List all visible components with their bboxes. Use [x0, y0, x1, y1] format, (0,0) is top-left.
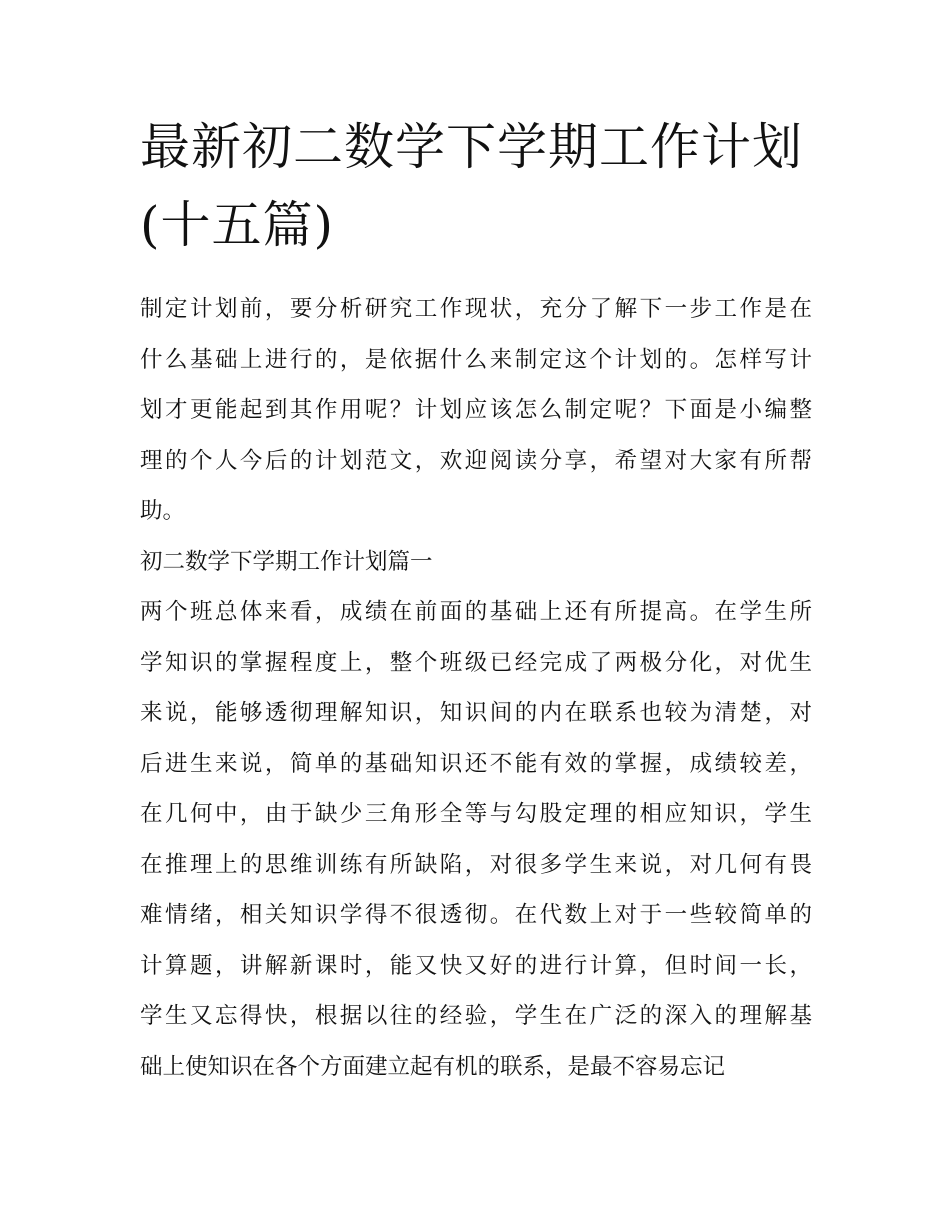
intro-line: 助。 — [140, 498, 186, 524]
document-page — [140, 108, 812, 1092]
section-line: 在几何中，由于缺少三角形全等与勾股定理的相应知识，学生 — [140, 801, 812, 827]
section-line: 学生又忘得快，根据以往的经验，学生在广泛的深入的理解基 — [140, 1003, 812, 1029]
section-line: 后进生来说，简单的基础知识还不能有效的掌握，成绩较差， — [140, 750, 812, 777]
intro-line: 划才更能起到其作用呢？计划应该怎么制定呢？下面是小编整 — [140, 397, 812, 423]
intro-line: 理的个人今后的计划范文，欢迎阅读分享，希望对大家有所帮 — [140, 447, 812, 474]
section-heading: 初二数学下学期工作计划篇一 — [140, 548, 433, 575]
title-line-1: 最新初二数学下学期工作计划 — [140, 118, 803, 176]
section-line: 来说，能够透彻理解知识，知识间的内在联系也较为清楚，对 — [140, 700, 812, 726]
intro-line: 制定计划前，要分析研究工作现状，充分了解下一步工作是在 — [140, 296, 812, 322]
section-line: 础上使知识在各个方面建立起有机的联系，是最不容易忘记 — [140, 1053, 726, 1080]
title-line-2: (十五篇) — [140, 196, 335, 254]
intro-line: 什么基础上进行的，是依据什么来制定这个计划的。怎样写计 — [140, 346, 812, 373]
document-title — [140, 108, 812, 264]
section-line: 难情绪，相关知识学得不很透彻。在代数上对于一些较简单的 — [140, 902, 812, 928]
section-line: 两个班总体来看，成绩在前面的基础上还有所提高。在学生所 — [140, 599, 812, 625]
document-body — [140, 284, 812, 1092]
intro-paragraph — [140, 284, 812, 537]
section-paragraph — [140, 587, 812, 1092]
section-line: 在推理上的思维训练有所缺陷，对很多学生来说，对几何有畏 — [140, 851, 812, 878]
section-line: 学知识的掌握程度上，整个班级已经完成了两极分化，对优生 — [140, 649, 812, 676]
section-line: 计算题，讲解新课时，能又快又好的进行计算，但时间一长， — [140, 952, 812, 979]
